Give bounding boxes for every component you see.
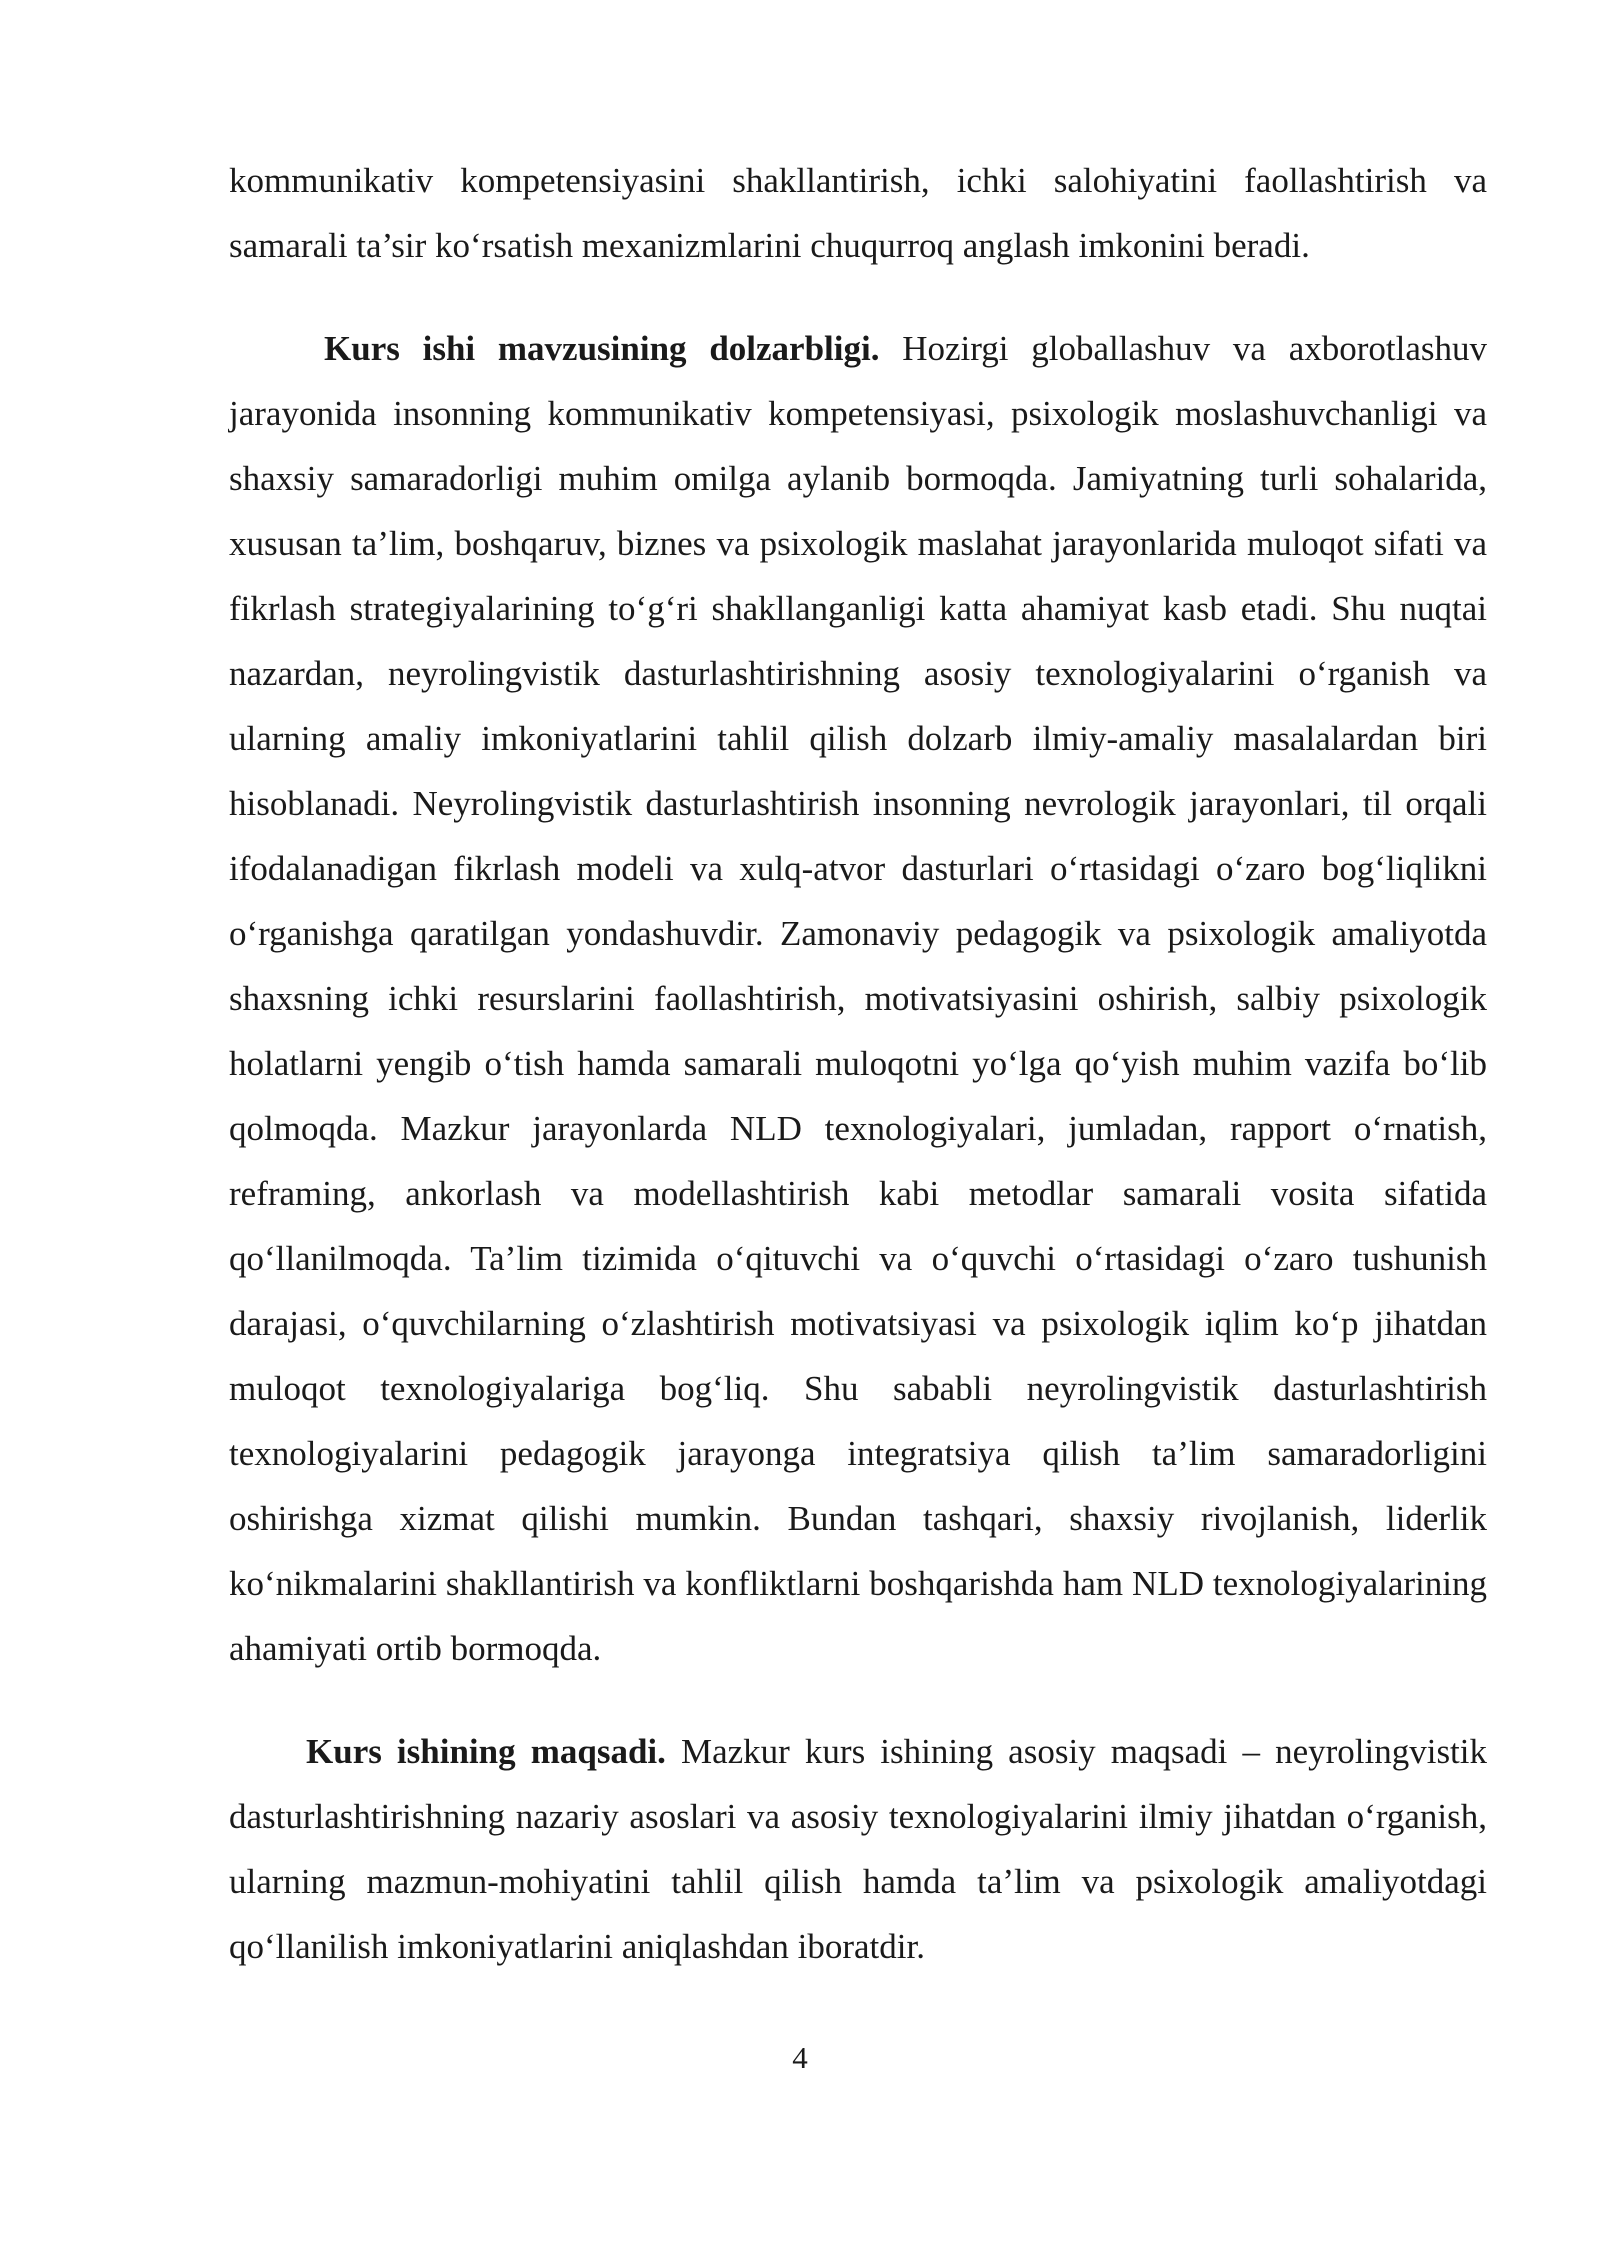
relevance-body: Hozirgi globallashuv va axborotlashuv jarayonida insonning kommunikativ kompetensiyasi, psixologik moslashuvchanligi va shaxsiy samaradorligi muhim omilga aylanib bormoqda. Jamiyatning turli sohalarida, xususan ta’lim, boshqaruv, biznes va psixologik maslahat jarayonlarida muloqot sifati va fikrlash strategiyalarining to‘g‘ri shakllanganligi katta ahamiyat kasb etadi. Shu nuqtai nazardan, neyrolingvistik dasturlashtirishning asosiy texnologiyalarini o‘rganish va ularning amaliy imkoniyatlarini tahlil qilish dolzarb ilmiy-amaliy masalalardan biri hisoblanadi. Neyrolingvistik dasturlashtirish insonning nevrologik jarayonlari, til orqali ifodalanadigan fikrlash modeli va xulq-atvor dasturlari o‘rtasidagi o‘zaro bog‘liqlikni o‘rganishga qaratilgan yondashuvdir. Zamonaviy pedagogik va psixologik amaliyotda shaxsning ichki resurslarini faollashtirish, motivatsiyasini oshirish, salbiy psixologik holatlarni yengib o‘tish hamda samarali muloqotni yo‘lga qo‘yish muhim vazifa bo‘lib qolmoqda. Mazkur jarayonlarda NLD texnologiyalari, jumladan, rapport o‘rnatish, reframing, ankorlash va modellashtirish kabi metodlar samarali vosita sifatida qo‘llanilmoqda. Ta’lim tizimida o‘qituvchi va o‘quvchi o‘rtasidagi o‘zaro tushunish darajasi, o‘quvchilarning o‘zlashtirish motivatsiyasi va psixologik iqlim ko‘p jihatdan muloqot texnologiyalariga bog‘liq. Shu sababli neyrolingvistik dasturlashtirish texnologiyalarini pedagogik jarayonga integratsiya qilish ta’lim samaradorligini oshirishga xizmat qilishi mumkin. Bundan tashqari, shaxsiy rivojlanish, liderlik ko‘nikmalarini shakllantirish va konfliktlarni boshqarishda ham NLD texnologiyalarining ahamiyati ortib bormoqda. <box>229 329 1487 1668</box>
document-page <box>229 148 1487 1979</box>
goal-body: Mazkur kurs ishining asosiy maqsadi – neyrolingvistik dasturlashtirishning nazariy asoslari va asosiy texnologiyalarini ilmiy jihatdan o‘rganish, ularning mazmun-mohiyatini tahlil qilish hamda ta’lim va psixologik amaliyotdagi qo‘llanilish imkoniyatlarini aniqlashdan iboratdir. <box>229 1732 1488 1966</box>
relevance-paragraph <box>229 316 1487 1681</box>
intro-continuation-paragraph: kommunikativ kompetensiyasini shakllantirish, ichki salohiyatini faollashtirish va samarali ta’sir ko‘rsatish mexanizmlarini chuqurroq anglash imkonini beradi. <box>229 161 1487 265</box>
page-number: 4 <box>792 2040 808 2075</box>
relevance-heading: Kurs ishi mavzusining dolzarbligi. <box>324 329 880 368</box>
goal-paragraph <box>229 1719 1487 1979</box>
goal-heading: Kurs ishining maqsadi. <box>306 1732 666 1771</box>
